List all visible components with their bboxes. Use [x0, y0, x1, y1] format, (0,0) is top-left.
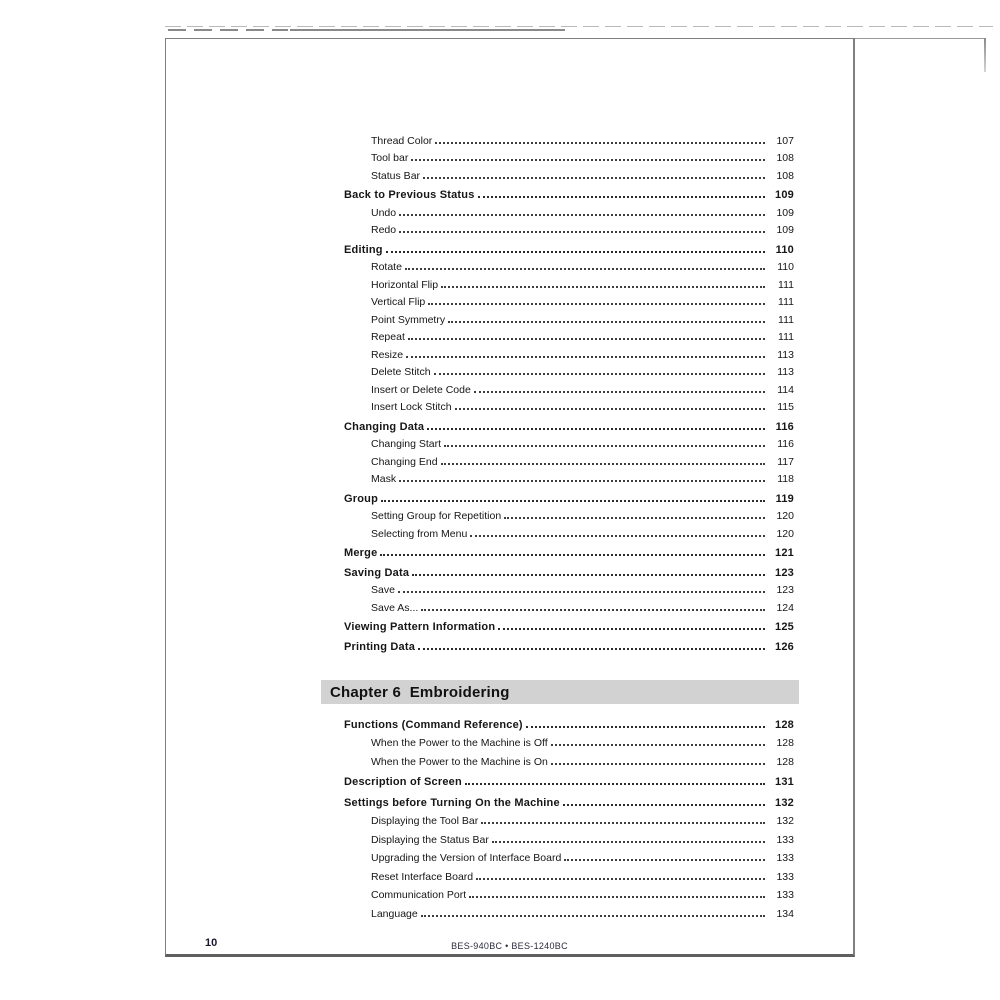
toc-entry-label: Back to Previous Status [344, 189, 475, 201]
toc-entry-label: Communication Port [371, 889, 467, 901]
toc-entry-page: 113 [777, 366, 794, 378]
toc-entry-page: 125 [775, 621, 794, 633]
toc-entry-page: 123 [776, 584, 794, 596]
toc-entry [344, 827, 794, 846]
scan-dash-artifact [168, 29, 288, 31]
toc-entry-label: Resize [371, 348, 404, 361]
toc-entry-page: 109 [776, 224, 794, 236]
toc-entry [344, 749, 794, 768]
toc-entry-label: Insert or Delete Code [371, 383, 471, 396]
toc-leader-dots [434, 373, 765, 375]
toc-entry-label: Status Bar [371, 169, 421, 182]
toc-entry [344, 561, 794, 579]
toc-entry-label: Group [344, 492, 378, 505]
toc-entry-page: 132 [776, 815, 794, 827]
toc-entry-page: 131 [775, 776, 794, 788]
toc-entry-label: Thread Color [371, 134, 433, 147]
toc-entry [344, 846, 794, 865]
toc-entry [344, 326, 794, 344]
toc-entry [344, 505, 794, 523]
toc-entry [344, 308, 794, 326]
toc-entry [344, 201, 794, 219]
toc-entry-label: Save As... [371, 601, 419, 614]
toc-entry [344, 790, 794, 809]
toc-leader-dots [476, 878, 765, 880]
footer-page-number: 10 [205, 937, 218, 949]
toc-entry-label: Redo [371, 224, 397, 236]
toc-entry-label: When the Power to the Machine is On [371, 755, 548, 768]
toc-leader-dots [435, 142, 765, 144]
toc-leader-dots [465, 783, 765, 785]
toc-entry-label: Setting Group for Repetition [371, 510, 502, 522]
toc-entry-page: 123 [775, 566, 794, 579]
toc-entry [344, 378, 794, 396]
toc-entry-page: 117 [777, 455, 794, 468]
toc-entry [344, 129, 794, 147]
toc-entry-page: 133 [776, 852, 794, 864]
toc-entry [344, 901, 794, 920]
toc-leader-dots [421, 915, 765, 917]
toc-entry-label: Reset Interface Board [371, 870, 474, 883]
toc-entry-page: 124 [776, 601, 794, 614]
toc-leader-dots [441, 463, 765, 465]
scan-corner-artifact-horizontal [855, 38, 985, 39]
toc-entry [344, 164, 794, 182]
toc-entry-page: 108 [776, 152, 794, 164]
toc-entry-page: 128 [775, 718, 794, 731]
toc-entry-page: 133 [776, 870, 794, 883]
toc-leader-dots [498, 628, 765, 630]
chapter-heading-bar [321, 680, 799, 704]
toc-leader-dots [563, 804, 765, 806]
toc-entry-label: Horizontal Flip [371, 278, 439, 291]
toc-entry-label: Merge [344, 547, 378, 559]
toc-entry-page: 110 [775, 243, 794, 256]
toc-entry-label: Undo [371, 206, 397, 219]
document-page [165, 38, 855, 957]
toc-entry [344, 731, 794, 750]
toc-entry [344, 864, 794, 883]
toc-entry [344, 396, 794, 414]
toc-entry-label: Saving Data [344, 566, 410, 579]
toc-list-chapter5 [344, 129, 794, 653]
toc-entry-label: Displaying the Status Bar [371, 833, 489, 846]
toc-entry [344, 770, 794, 789]
toc-leader-dots [423, 177, 765, 179]
toc-entry-label: Editing [344, 243, 383, 256]
toc-leader-dots [474, 391, 765, 393]
toc-entry-page: 120 [776, 527, 794, 540]
toc-entry-label: Point Symmetry [371, 313, 446, 326]
toc-entry-label: Viewing Pattern Information [344, 621, 496, 633]
toc-entry [344, 361, 794, 379]
toc-entry-label: Settings before Turning On the Machine [344, 796, 560, 809]
toc-entry [344, 468, 794, 486]
toc-entry-page: 132 [775, 796, 794, 809]
toc-entry [344, 596, 794, 614]
toc-entry-page: 107 [776, 134, 794, 147]
toc-entry-label: Rotate [371, 261, 402, 273]
toc-entry [344, 256, 794, 274]
toc-leader-dots [492, 841, 765, 843]
toc-leader-dots [421, 609, 765, 611]
toc-leader-dots [408, 338, 765, 340]
toc-entry [344, 433, 794, 451]
toc-entry [344, 343, 794, 361]
toc-entry-label: Tool bar [371, 152, 409, 164]
toc-entry-label: Upgrading the Version of Interface Board [371, 852, 562, 864]
toc-entry [344, 712, 794, 731]
toc-leader-dots [412, 574, 765, 576]
toc-leader-dots [428, 303, 765, 305]
toc-leader-dots [481, 822, 765, 824]
toc-entry [344, 487, 794, 505]
toc-entry-page: 108 [776, 169, 794, 182]
toc-entry-label: When the Power to the Machine is Off [371, 737, 548, 749]
toc-leader-dots [551, 763, 765, 765]
toc-leader-dots [564, 859, 765, 861]
toc-entry-page: 114 [777, 383, 794, 396]
toc-entry-page: 111 [778, 331, 794, 343]
toc-leader-dots [448, 321, 765, 323]
toc-leader-dots [381, 500, 765, 502]
toc-entry-label: Description of Screen [344, 776, 462, 788]
toc-leader-dots [399, 231, 765, 233]
toc-leader-dots [469, 896, 765, 898]
toc-entry-page: 118 [777, 473, 794, 485]
toc-leader-dots [406, 356, 765, 358]
toc-entry-label: Printing Data [344, 640, 416, 653]
toc-entry-label: Changing End [371, 455, 438, 468]
toc-entry [344, 522, 794, 540]
toc-leader-dots [470, 535, 765, 537]
toc-entry [344, 809, 794, 828]
toc-leader-dots [478, 196, 765, 198]
toc-entry-page: 111 [778, 296, 794, 308]
toc-entry [344, 415, 794, 433]
toc-leader-dots [399, 214, 765, 216]
toc-entry-label: Displaying the Tool Bar [371, 815, 479, 827]
toc-entry-label: Changing Start [371, 438, 442, 450]
toc-leader-dots [405, 268, 765, 270]
toc-entry [344, 542, 794, 560]
toc-entry-page: 134 [776, 907, 794, 920]
toc-entry-label: Insert Lock Stitch [371, 401, 452, 413]
scan-line-artifact [290, 29, 565, 31]
toc-entry-page: 111 [778, 278, 794, 291]
toc-entry [344, 147, 794, 165]
toc-entry [344, 184, 794, 202]
toc-leader-dots [504, 517, 765, 519]
toc-entry [344, 450, 794, 468]
toc-entry-page: 113 [777, 348, 794, 361]
toc-leader-dots [441, 286, 765, 288]
toc-entry-page: 121 [775, 547, 794, 559]
toc-leader-dots [455, 408, 765, 410]
toc-leader-dots [399, 480, 765, 482]
toc-entry-label: Selecting from Menu [371, 527, 468, 540]
toc-entry [344, 273, 794, 291]
toc-leader-dots [427, 428, 765, 430]
toc-entry-page: 109 [776, 206, 794, 219]
toc-list-chapter6 [344, 710, 794, 920]
toc-entry-page: 109 [775, 189, 794, 201]
toc-leader-dots [386, 251, 765, 253]
scan-edge-artifact [165, 26, 993, 27]
toc-entry-page: 133 [776, 889, 794, 901]
toc-entry [344, 883, 794, 902]
toc-entry-page: 120 [776, 510, 794, 522]
toc-entry-page: 115 [777, 401, 794, 413]
toc-leader-dots [444, 445, 765, 447]
toc-entry-label: Functions (Command Reference) [344, 718, 523, 731]
toc-leader-dots [411, 159, 765, 161]
toc-entry-label: Changing Data [344, 420, 425, 433]
toc-entry-page: 119 [775, 492, 794, 505]
toc-entry-page: 110 [777, 261, 794, 273]
toc-entry [344, 616, 794, 634]
toc-entry-page: 116 [775, 420, 794, 433]
toc-entry [344, 635, 794, 653]
toc-entry-page: 126 [775, 640, 794, 653]
toc-entry-page: 111 [778, 313, 794, 326]
toc-leader-dots [551, 744, 765, 746]
toc-entry-label: Save [371, 584, 395, 596]
toc-leader-dots [380, 554, 765, 556]
toc-entry-label: Mask [371, 473, 397, 485]
toc-entry [344, 219, 794, 237]
toc-entry-page: 116 [777, 438, 794, 450]
toc-entry [344, 291, 794, 309]
toc-entry [344, 579, 794, 597]
toc-entry-label: Language [371, 907, 418, 920]
toc-leader-dots [398, 591, 765, 593]
footer-document-code: BES-940BC • BES-1240BC [451, 941, 568, 951]
toc-entry-page: 133 [776, 833, 794, 846]
toc-entry-page: 128 [776, 737, 794, 749]
chapter-heading: Chapter 6 Embroidering [330, 683, 510, 701]
toc-entry [344, 238, 794, 256]
toc-leader-dots [526, 726, 765, 728]
toc-entry-label: Delete Stitch [371, 366, 431, 378]
scan-corner-artifact-vertical [984, 38, 986, 72]
toc-leader-dots [418, 648, 765, 650]
toc-entry-label: Repeat [371, 331, 405, 343]
toc-entry-page: 128 [776, 755, 794, 768]
toc-entry-label: Vertical Flip [371, 296, 426, 308]
